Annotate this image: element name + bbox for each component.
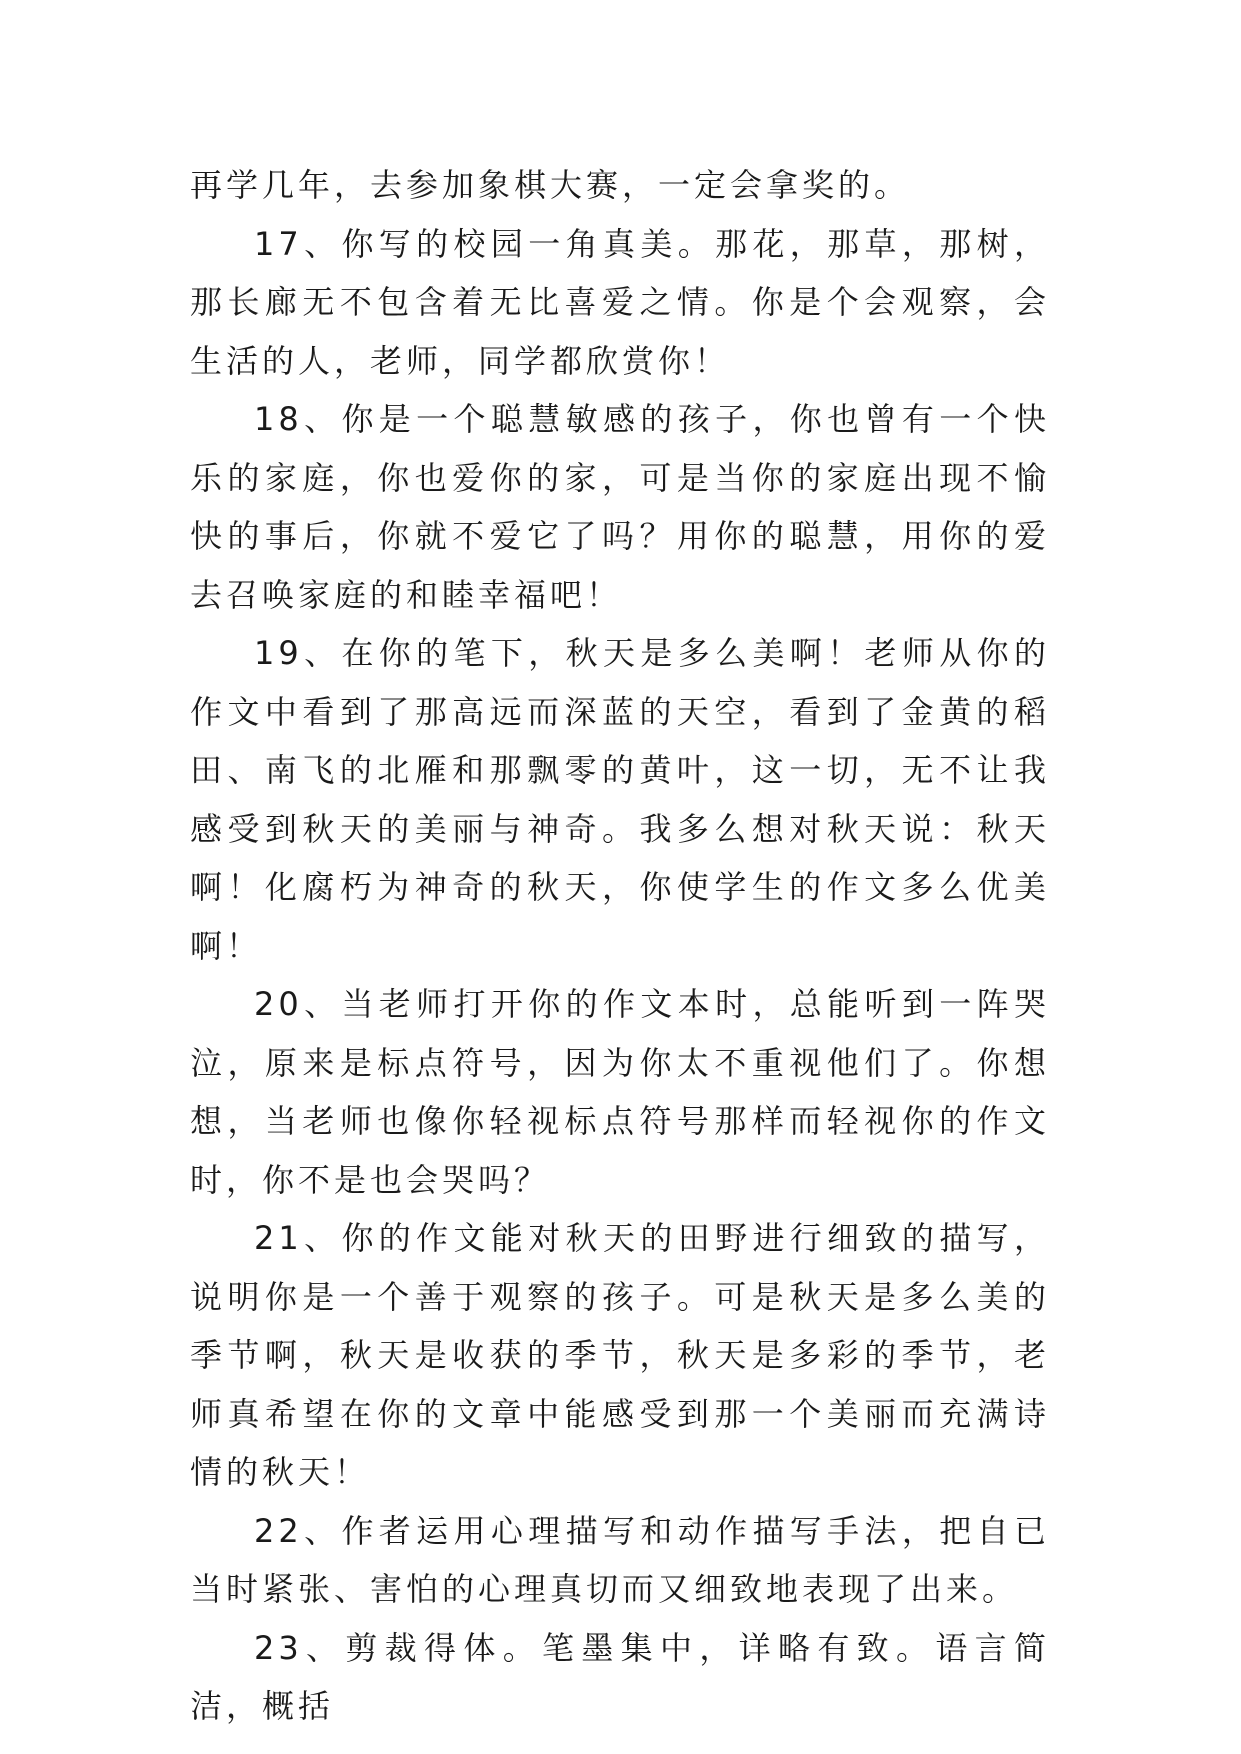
comment-18: 18、你是一个聪慧敏感的孩子，你也曾有一个快乐的家庭，你也爱你的家，可是当你的家庭出现不愉快的事后，你就不爱它了吗？用你的聪慧，用你的爱去召唤家庭的和睦幸福吧！ [190,400,1050,614]
comment-21: 21、你的作文能对秋天的田野进行细致的描写，说明你是一个善于观察的孩子。可是秋天是多么美的季节啊，秋天是收获的季节，秋天是多彩的季节，老师真希望在你的文章中能感受到那一个美丽而充满诗情的秋天！ [190,1219,1050,1491]
comment-20: 20、当老师打开你的作文本时，总能听到一阵哭泣，原来是标点符号，因为你太不重视他们了。你想想，当老师也像你轻视标点符号那样而轻视你的作文时，你不是也会哭吗？ [190,985,1050,1199]
comment-17: 17、你写的校园一角真美。那花，那草，那树，那长廊无不包含着无比喜爱之情。你是个会观察，会生活的人，老师，同学都欣赏你！ [190,224,1050,380]
paragraph-continuation: 再学几年，去参加象棋大赛，一定会拿奖的。 [190,166,911,204]
comment-23: 23、剪裁得体。笔墨集中，详略有致。语言简洁，概括 [190,1628,1050,1725]
comment-22: 22、作者运用心理描写和动作描写手法，把自已当时紧张、害怕的心理真切而又细致地表现了出来。 [190,1511,1050,1608]
comment-19: 19、在你的笔下，秋天是多么美啊！老师从你的作文中看到了那高远而深蓝的天空，看到了金黄的稻田、南飞的北雁和那飘零的黄叶，这一切，无不让我感受到秋天的美丽与神奇。我多么想对秋天说：秋天啊！化腐朽为神奇的秋天，你使学生的作文多么优美啊！ [190,634,1050,965]
document-body [190,156,1050,1736]
